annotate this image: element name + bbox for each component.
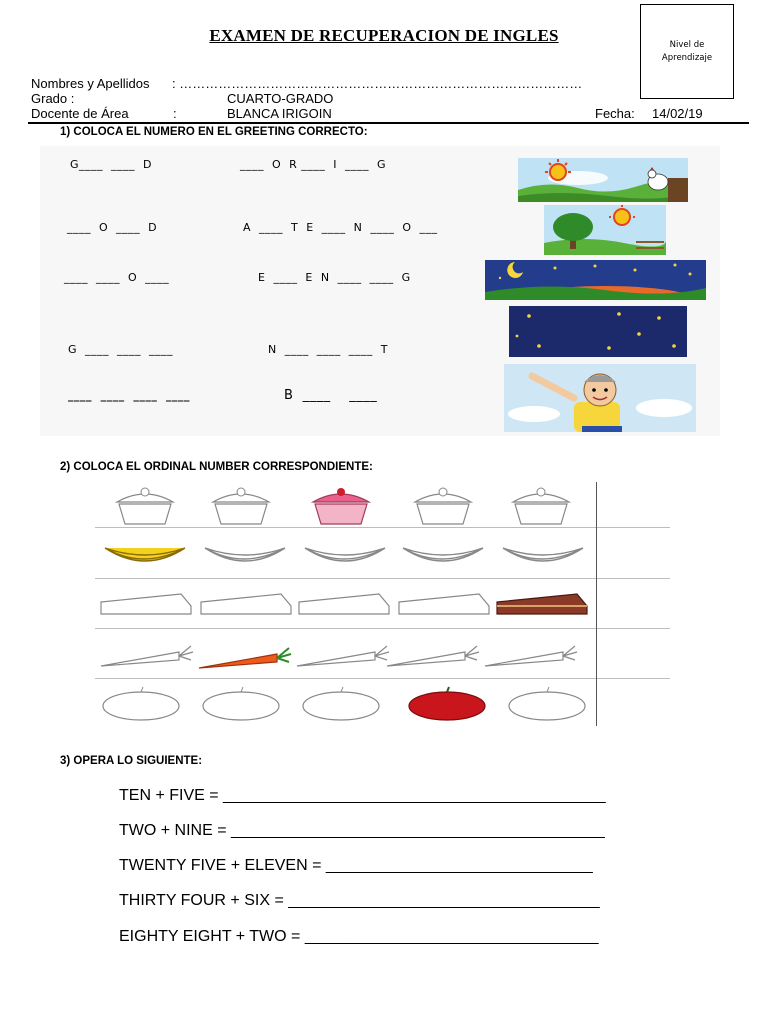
ordinal-grid — [95, 482, 670, 726]
banana-icon — [305, 548, 385, 561]
exam-title: EXAMEN DE RECUPERACION DE INGLES — [209, 26, 559, 45]
cake-slice-icon — [299, 594, 389, 614]
cupcake-icon — [117, 488, 173, 524]
apple-icon — [509, 687, 585, 720]
noon-sun-tree-image — [544, 205, 666, 255]
section1-title: 1) COLOCA EL NUMERO EN EL GREETING CORRECTO: — [60, 126, 368, 138]
carrot-icon-highlighted — [199, 654, 277, 668]
level-box-line1: Nivel de — [669, 39, 705, 50]
cupcake-icon-highlighted — [313, 488, 369, 524]
sunset-moon-image — [485, 260, 706, 300]
grid-line-4 — [95, 678, 670, 679]
teacher-label: Docente de Área — [31, 106, 129, 121]
banana-row — [95, 540, 595, 572]
teacher-value: BLANCA IRIGOIN — [227, 106, 332, 121]
cupcake-icon — [513, 488, 569, 524]
greeting-blank-3b[interactable]: E ____ E N ____ ____ G — [258, 271, 411, 284]
carrot-row — [95, 634, 595, 674]
level-box-line2: Aprendizaje — [661, 52, 713, 63]
grid-line-1 — [95, 527, 670, 528]
greeting-blank-3a[interactable]: ____ ____ O ____ — [64, 271, 170, 284]
names-label: Nombres y Apellidos — [31, 76, 150, 91]
banana-icon — [403, 548, 483, 561]
waving-boy-image — [504, 364, 696, 432]
apple-row — [95, 684, 595, 724]
greeting-blank-4a[interactable]: G ____ ____ ____ — [68, 343, 174, 356]
carrot-icon — [485, 652, 563, 666]
banana-icon — [205, 548, 285, 561]
cupcake-icon — [415, 488, 471, 524]
greeting-blank-1a[interactable]: G____ ____ D — [70, 158, 152, 171]
night-moon-stars-image — [509, 306, 687, 357]
grid-line-2 — [95, 578, 670, 579]
carrot-icon — [387, 652, 465, 666]
apple-icon — [103, 687, 179, 720]
cupcake-icon — [213, 488, 269, 524]
banana-icon — [503, 548, 583, 561]
carrot-icon — [297, 652, 375, 666]
operation-3[interactable]: TWENTY FIVE + ELEVEN = ______________________________ — [119, 857, 593, 874]
grade-value: CUARTO-GRADO — [227, 91, 334, 106]
names-field[interactable]: : ………………………………………………………………………………… — [172, 76, 583, 91]
cake-slice-icon — [399, 594, 489, 614]
cake-slice-row — [95, 588, 595, 620]
apple-icon-highlighted — [409, 687, 485, 720]
grid-line-3 — [95, 628, 670, 629]
banana-icon-highlighted — [105, 548, 185, 561]
operation-1[interactable]: TEN + FIVE = ___________________________________________ — [119, 787, 606, 804]
greeting-blank-1b[interactable]: ____ O R ____ I ____ G — [240, 158, 387, 171]
greeting-blank-5b[interactable]: B ____ ____ — [284, 388, 378, 403]
greeting-blank-4b[interactable]: N ____ ____ ____ T — [268, 343, 388, 356]
section3-title: 3) OPERA LO SIGUIENTE: — [60, 755, 203, 767]
date-value: 14/02/19 — [652, 106, 703, 121]
carrot-icon — [101, 652, 179, 666]
date-label: Fecha: — [595, 106, 635, 121]
greeting-blank-5a[interactable]: ____ ____ ____ ____ — [68, 389, 190, 402]
operation-4[interactable]: THIRTY FOUR + SIX = ___________________________________ — [119, 892, 600, 909]
greeting-blank-2b[interactable]: A ____ T E ____ N ____ O ___ — [243, 221, 438, 234]
greeting-blank-2a[interactable]: ____ O ____ D — [67, 221, 158, 234]
cake-slice-icon-highlighted — [497, 594, 587, 614]
grade-label: Grado : — [31, 91, 75, 106]
cake-slice-icon — [101, 594, 191, 614]
apple-icon — [203, 687, 279, 720]
learning-level-box — [640, 4, 734, 99]
teacher-colon: : — [173, 106, 177, 121]
apple-icon — [303, 687, 379, 720]
answer-column-divider — [596, 482, 597, 726]
operation-2[interactable]: TWO + NINE = __________________________________________ — [119, 822, 605, 839]
sunrise-rooster-image — [518, 158, 688, 202]
section2-title: 2) COLOCA EL ORDINAL NUMBER CORRESPONDIENTE: — [60, 461, 373, 473]
header-divider — [28, 122, 749, 124]
cake-slice-icon — [201, 594, 291, 614]
cupcake-row — [95, 484, 595, 526]
operation-5[interactable]: EIGHTY EIGHT + TWO = _________________________________ — [119, 928, 599, 945]
